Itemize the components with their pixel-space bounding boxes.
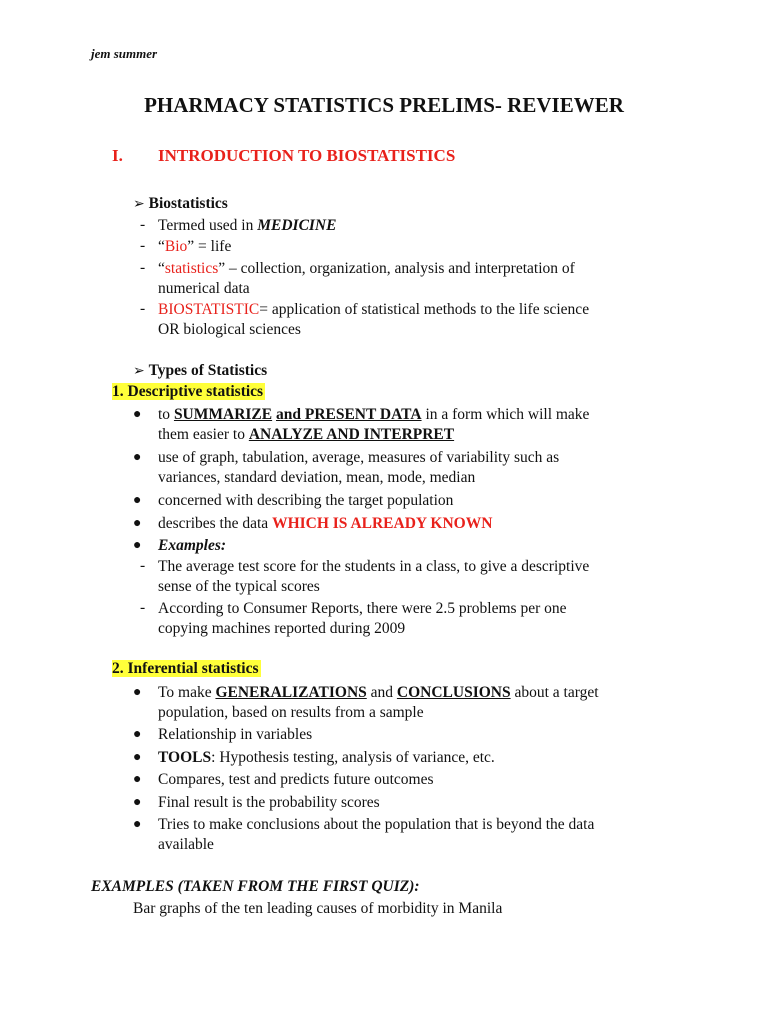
arrow-bullet-icon: ➢ xyxy=(133,197,145,212)
item-text: and xyxy=(366,684,397,701)
list-item xyxy=(158,683,668,723)
item-text: : Hypothesis testing, analysis of variance, etc. xyxy=(211,749,495,766)
list-item xyxy=(158,259,668,299)
list-item xyxy=(158,216,668,236)
item-red-text: Bio xyxy=(164,238,188,255)
item-text: describes the data xyxy=(158,515,273,532)
item-emphasis: ANALYZE AND INTERPRET xyxy=(248,426,455,443)
list-item xyxy=(158,514,668,534)
item-text: copying machines reported during 2009 xyxy=(158,620,406,637)
bullet-icon: ● xyxy=(133,817,142,832)
item-emphasis: CONCLUSIONS xyxy=(396,684,511,701)
item-text: OR biological sciences xyxy=(158,321,301,338)
item-emphasis: MEDICINE xyxy=(257,217,337,234)
page-title: PHARMACY STATISTICS PRELIMS- REVIEWER xyxy=(144,93,624,117)
list-item xyxy=(158,599,668,639)
item-text: “ xyxy=(158,238,165,255)
dash-bullet-icon: - xyxy=(140,300,146,317)
highlighted-label: 2. Inferential statistics xyxy=(112,660,259,677)
section-number: I. xyxy=(112,146,123,165)
item-text: use of graph, tabulation, average, measures of variability such as xyxy=(158,449,560,466)
bullet-icon: ● xyxy=(133,450,142,465)
item-red-text: BIOSTATISTIC xyxy=(158,301,260,318)
inferential-heading xyxy=(112,660,261,678)
dash-bullet-icon: - xyxy=(140,557,146,574)
item-text: ” = life xyxy=(187,238,232,255)
dash-bullet-icon: - xyxy=(140,599,146,616)
dash-bullet-icon: - xyxy=(140,237,146,254)
bullet-icon: ● xyxy=(133,407,142,422)
item-text: According to Consumer Reports, there were 2.5 problems per one xyxy=(158,600,567,617)
bullet-icon: ● xyxy=(133,516,142,531)
dash-bullet-icon: - xyxy=(140,259,146,276)
item-red-text: statistics xyxy=(164,260,219,277)
list-item xyxy=(158,300,668,340)
item-text: Tries to make conclusions about the population that is beyond the data xyxy=(158,816,595,833)
types-heading: Types of Statistics xyxy=(148,362,268,379)
list-item xyxy=(158,536,668,556)
biostatistics-heading-row xyxy=(133,195,228,213)
item-text: ” – collection, organization, analysis and interpretation of xyxy=(218,260,575,277)
item-text: sense of the typical scores xyxy=(158,578,320,595)
item-text: to xyxy=(158,406,174,423)
item-text: The average test score for the students in a class, to give a descriptive xyxy=(158,558,590,575)
item-text: them easier to xyxy=(158,426,249,443)
bullet-icon: ● xyxy=(133,795,142,810)
item-text: To make xyxy=(158,684,216,701)
examples-line: Bar graphs of the ten leading causes of morbidity in Manila xyxy=(133,900,503,917)
list-item xyxy=(158,405,668,445)
list-item xyxy=(158,557,668,597)
item-text: Termed used in xyxy=(158,217,258,234)
item-text: in a form which will make xyxy=(421,406,590,423)
item-text: = application of statistical methods to the life science xyxy=(259,301,590,318)
item-text: numerical data xyxy=(158,280,250,297)
bullet-icon: ● xyxy=(133,493,142,508)
author-name: jem summer xyxy=(91,46,158,61)
list-item xyxy=(158,815,668,855)
arrow-bullet-icon: ➢ xyxy=(133,364,145,379)
bullet-icon: ● xyxy=(133,685,142,700)
item-emphasis: TOOLS xyxy=(158,749,212,766)
list-item xyxy=(158,237,668,257)
item-text: about a target xyxy=(510,684,599,701)
types-heading-row xyxy=(133,362,267,380)
item-emphasis: SUMMARIZE xyxy=(173,406,273,423)
list-item: Final result is the probability scores xyxy=(158,794,380,811)
list-item: Relationship in variables xyxy=(158,726,313,743)
list-item xyxy=(158,748,668,768)
item-text: population, based on results from a sample xyxy=(158,704,424,721)
bullet-icon: ● xyxy=(133,750,142,765)
examples-heading: EXAMPLES (TAKEN FROM THE FIRST QUIZ): xyxy=(91,878,420,895)
bullet-icon: ● xyxy=(133,727,142,742)
dash-bullet-icon: - xyxy=(140,216,146,233)
bullet-icon: ● xyxy=(133,772,142,787)
list-item: concerned with describing the target population xyxy=(158,492,454,509)
item-emphasis: GENERALIZATIONS xyxy=(215,684,367,701)
examples-label: Examples: xyxy=(158,537,227,554)
item-red-emphasis: WHICH IS ALREADY KNOWN xyxy=(272,515,493,532)
list-item: Compares, test and predicts future outcomes xyxy=(158,771,434,788)
biostatistics-heading: Biostatistics xyxy=(148,195,228,212)
item-emphasis: and PRESENT DATA xyxy=(275,406,422,423)
section-title: INTRODUCTION TO BIOSTATISTICS xyxy=(158,146,456,165)
descriptive-heading xyxy=(112,383,265,401)
bullet-icon: ● xyxy=(133,538,142,553)
item-text: “ xyxy=(158,260,165,277)
list-item xyxy=(158,448,668,488)
highlighted-label: 1. Descriptive statistics xyxy=(112,383,264,400)
item-text: available xyxy=(158,836,214,853)
item-text: variances, standard deviation, mean, mode, median xyxy=(158,469,476,486)
